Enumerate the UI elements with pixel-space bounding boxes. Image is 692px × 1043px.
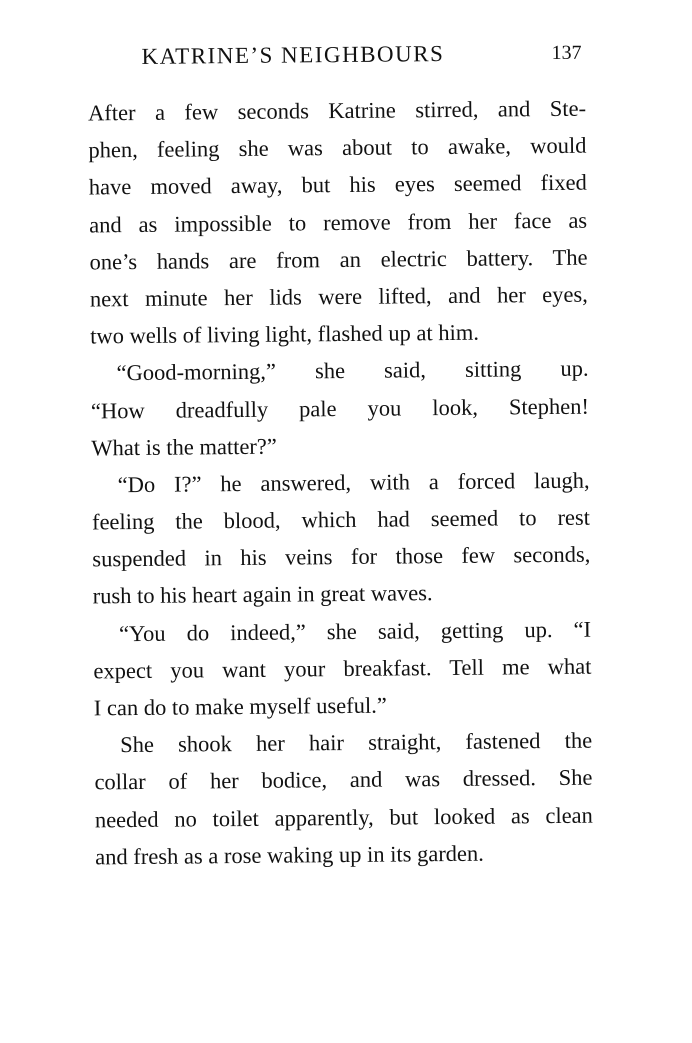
text-line: After a few seconds Katrine stirred, and Ste- xyxy=(87,95,587,126)
body-text xyxy=(88,90,593,876)
paragraph xyxy=(91,462,590,616)
paragraph xyxy=(94,722,593,876)
text-line: rush to his heart again in great waves. xyxy=(92,580,433,609)
running-head xyxy=(141,40,581,74)
paragraph xyxy=(90,350,589,466)
text-line: “You do indeed,” she said, getting up. “I xyxy=(118,616,592,646)
paragraph xyxy=(93,610,592,726)
text-line: phen, feeling she was about to awake, would xyxy=(88,132,587,163)
text-line: two wells of living light, flashed up at him. xyxy=(90,319,480,349)
text-line: suspended in his veins for those few seconds, xyxy=(92,541,591,572)
text-line: next minute her lids were lifted, and her eyes, xyxy=(89,281,588,312)
text-line: She shook her hair straight, fastened the xyxy=(120,727,593,758)
text-line: expect you want your breakfast. Tell me what xyxy=(93,653,592,684)
text-line: one’s hands are from an electric battery. The xyxy=(89,244,588,275)
paragraph xyxy=(88,90,588,355)
page-number: 137 xyxy=(551,41,582,65)
text-line: “How dreadfully pale you look, Stephen! xyxy=(90,393,590,423)
text-line: “Good-morning,” she said, sitting up. xyxy=(116,355,589,386)
text-line: “Do I?” he answered, with a forced laugh, xyxy=(117,467,590,498)
text-line: I can do to make myself useful.” xyxy=(93,692,387,721)
text-line: feeling the blood, which had seemed to rest xyxy=(91,504,591,535)
text-line: collar of her bodice, and was dressed. She xyxy=(94,765,593,795)
text-line: needed no toilet apparently, but looked as clean xyxy=(94,802,593,832)
running-title: KATRINE’S NEIGHBOURS xyxy=(141,41,445,69)
text-line: What is the matter?” xyxy=(91,433,277,461)
text-line: and as impossible to remove from her face as xyxy=(89,207,588,238)
text-line: and fresh as a rose waking up in its garden. xyxy=(95,840,484,870)
text-line: have moved away, but his eyes seemed fixed xyxy=(88,170,587,200)
